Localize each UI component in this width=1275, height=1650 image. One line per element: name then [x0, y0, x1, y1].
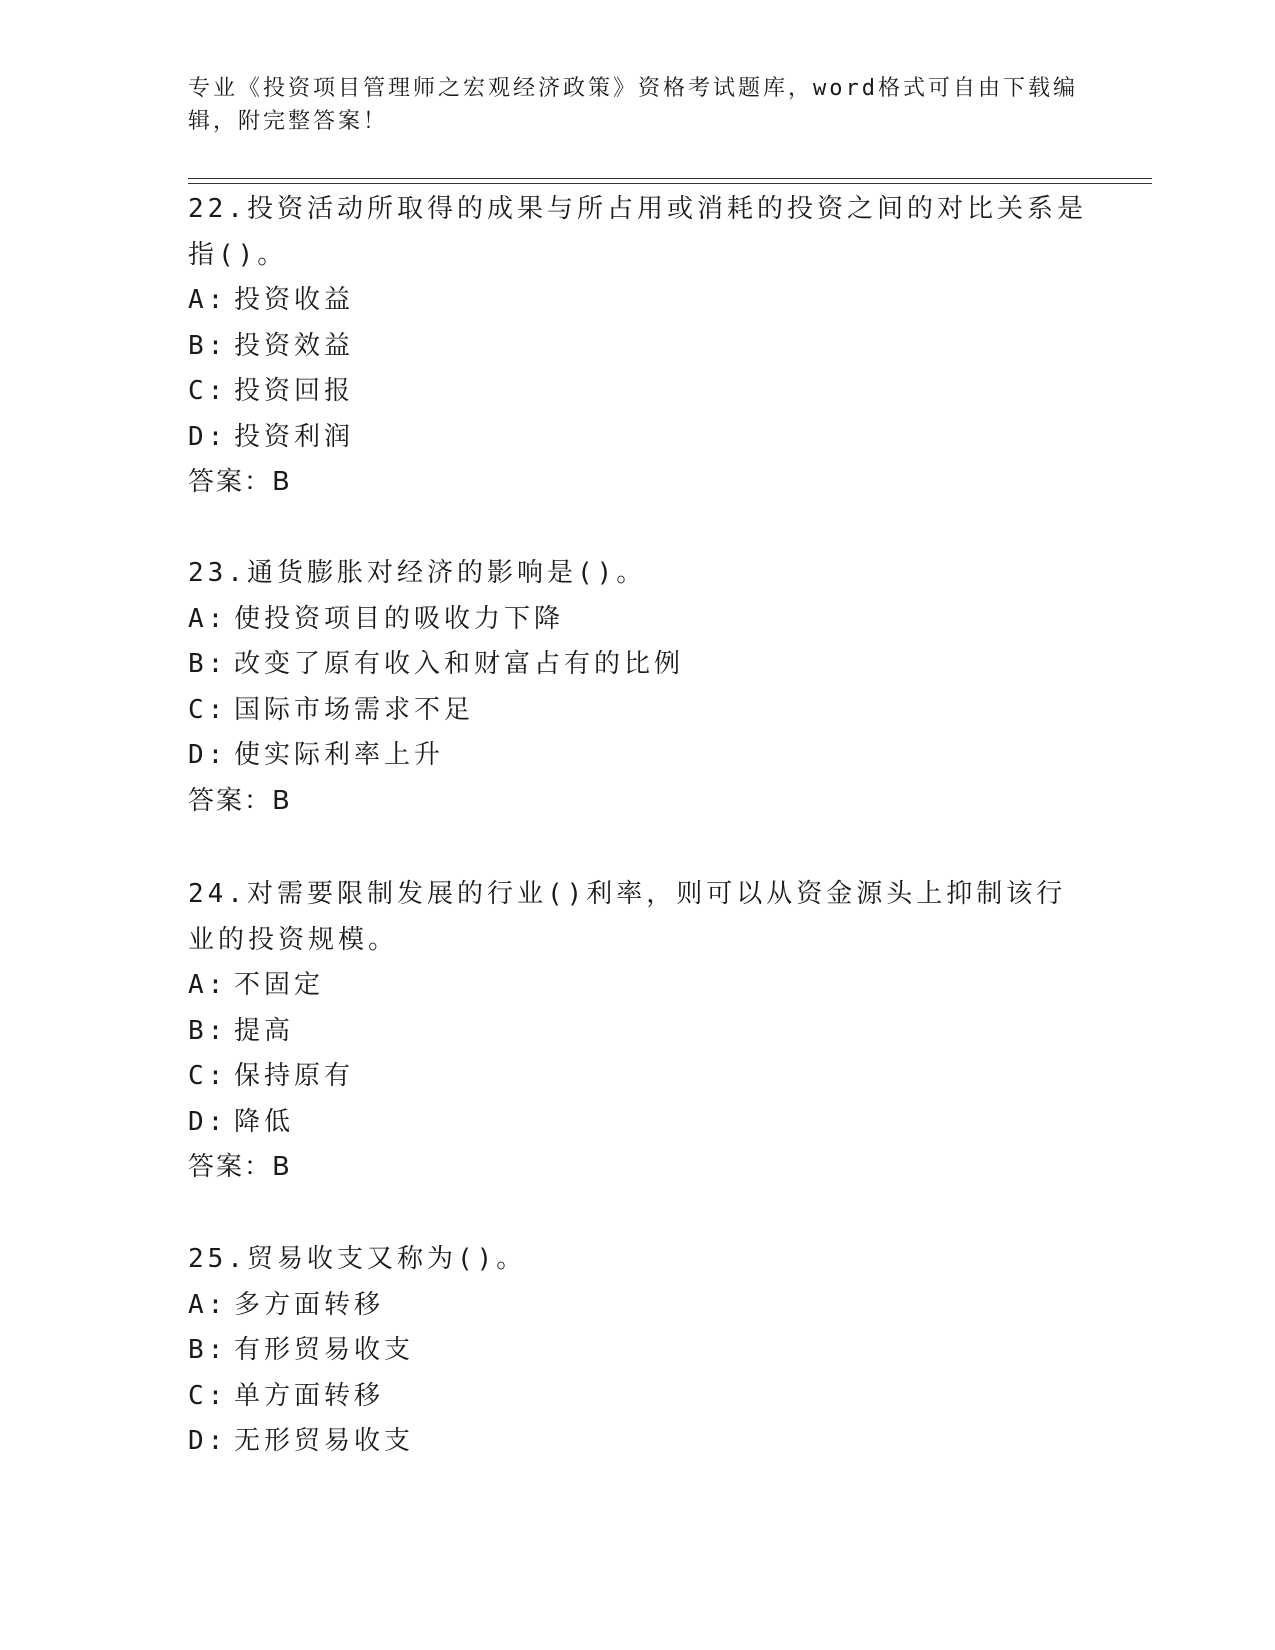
question-stem: 23.通货膨胀对经济的影响是()。: [188, 558, 647, 588]
option-text: 国际市场需求不足: [234, 694, 475, 725]
option-text: 保持原有: [234, 1061, 355, 1091]
option-text: 投资收益: [234, 285, 355, 315]
header-divider-bottom: [188, 183, 1152, 184]
option-b: [188, 642, 1088, 688]
option-letter: C:: [188, 376, 228, 406]
option-letter: B:: [188, 649, 228, 679]
option-text: 投资效益: [234, 330, 355, 361]
option-letter: A:: [188, 285, 228, 315]
option-a: [188, 278, 1088, 324]
question-stem: 24.对需要限制发展的行业()利率，则可以从资金源头上抑制该行业的投资规模。: [188, 879, 1067, 955]
option-text: 投资回报: [234, 376, 355, 406]
option-d: [188, 733, 1088, 779]
option-text: 多方面转移: [234, 1289, 385, 1320]
question-stem: 25.贸易收支又称为()。: [188, 1244, 527, 1274]
option-a: [188, 963, 1088, 1009]
question-25: [188, 1237, 1088, 1465]
option-letter: C:: [188, 694, 228, 725]
question-stem: 22.投资活动所取得的成果与所占用或消耗的投资之间的对比关系是指()。: [188, 194, 1087, 270]
option-text: 不固定: [234, 970, 325, 1000]
option-letter: C:: [188, 1380, 228, 1411]
option-letter: D:: [188, 1426, 228, 1456]
option-text: 有形贸易收支: [234, 1335, 415, 1365]
option-text: 改变了原有收入和财富占有的比例: [234, 649, 685, 679]
option-a: [188, 597, 1088, 643]
question-22: [188, 187, 1088, 506]
option-text: 使投资项目的吸收力下降: [234, 603, 565, 634]
option-c: [188, 1054, 1088, 1100]
document-description: 专业《投资项目管理师之宏观经济政策》资格考试题库，word格式可自由下载编辑，附完整答案！: [188, 76, 1078, 134]
option-text: 提高: [234, 1015, 295, 1046]
option-d: [188, 1419, 1088, 1465]
option-letter: A:: [188, 1289, 228, 1320]
option-c: [188, 688, 1088, 734]
option-text: 降低: [234, 1106, 295, 1137]
option-letter: A:: [188, 603, 228, 634]
option-letter: B:: [188, 1015, 228, 1046]
option-letter: A:: [188, 970, 228, 1000]
question-23: [188, 551, 1088, 824]
option-text: 使实际利率上升: [234, 740, 445, 770]
option-d: [188, 1100, 1088, 1146]
option-d: [188, 415, 1088, 461]
answer-line: 答案：B: [188, 467, 292, 497]
option-a: [188, 1283, 1088, 1329]
option-text: 单方面转移: [234, 1380, 385, 1411]
header-divider-top: [188, 178, 1152, 179]
option-c: [188, 1374, 1088, 1420]
option-text: 投资利润: [234, 421, 355, 452]
answer-line: 答案：B: [188, 1152, 292, 1182]
option-text: 无形贸易收支: [234, 1426, 415, 1456]
option-letter: C:: [188, 1061, 228, 1091]
option-b: [188, 1328, 1088, 1374]
option-letter: D:: [188, 740, 228, 770]
option-letter: D:: [188, 1106, 228, 1137]
option-letter: B:: [188, 330, 228, 361]
option-letter: B:: [188, 1335, 228, 1365]
option-b: [188, 324, 1088, 370]
option-letter: D:: [188, 421, 228, 452]
option-b: [188, 1009, 1088, 1055]
option-c: [188, 369, 1088, 415]
question-24: [188, 872, 1088, 1191]
answer-line: 答案：B: [188, 785, 292, 816]
